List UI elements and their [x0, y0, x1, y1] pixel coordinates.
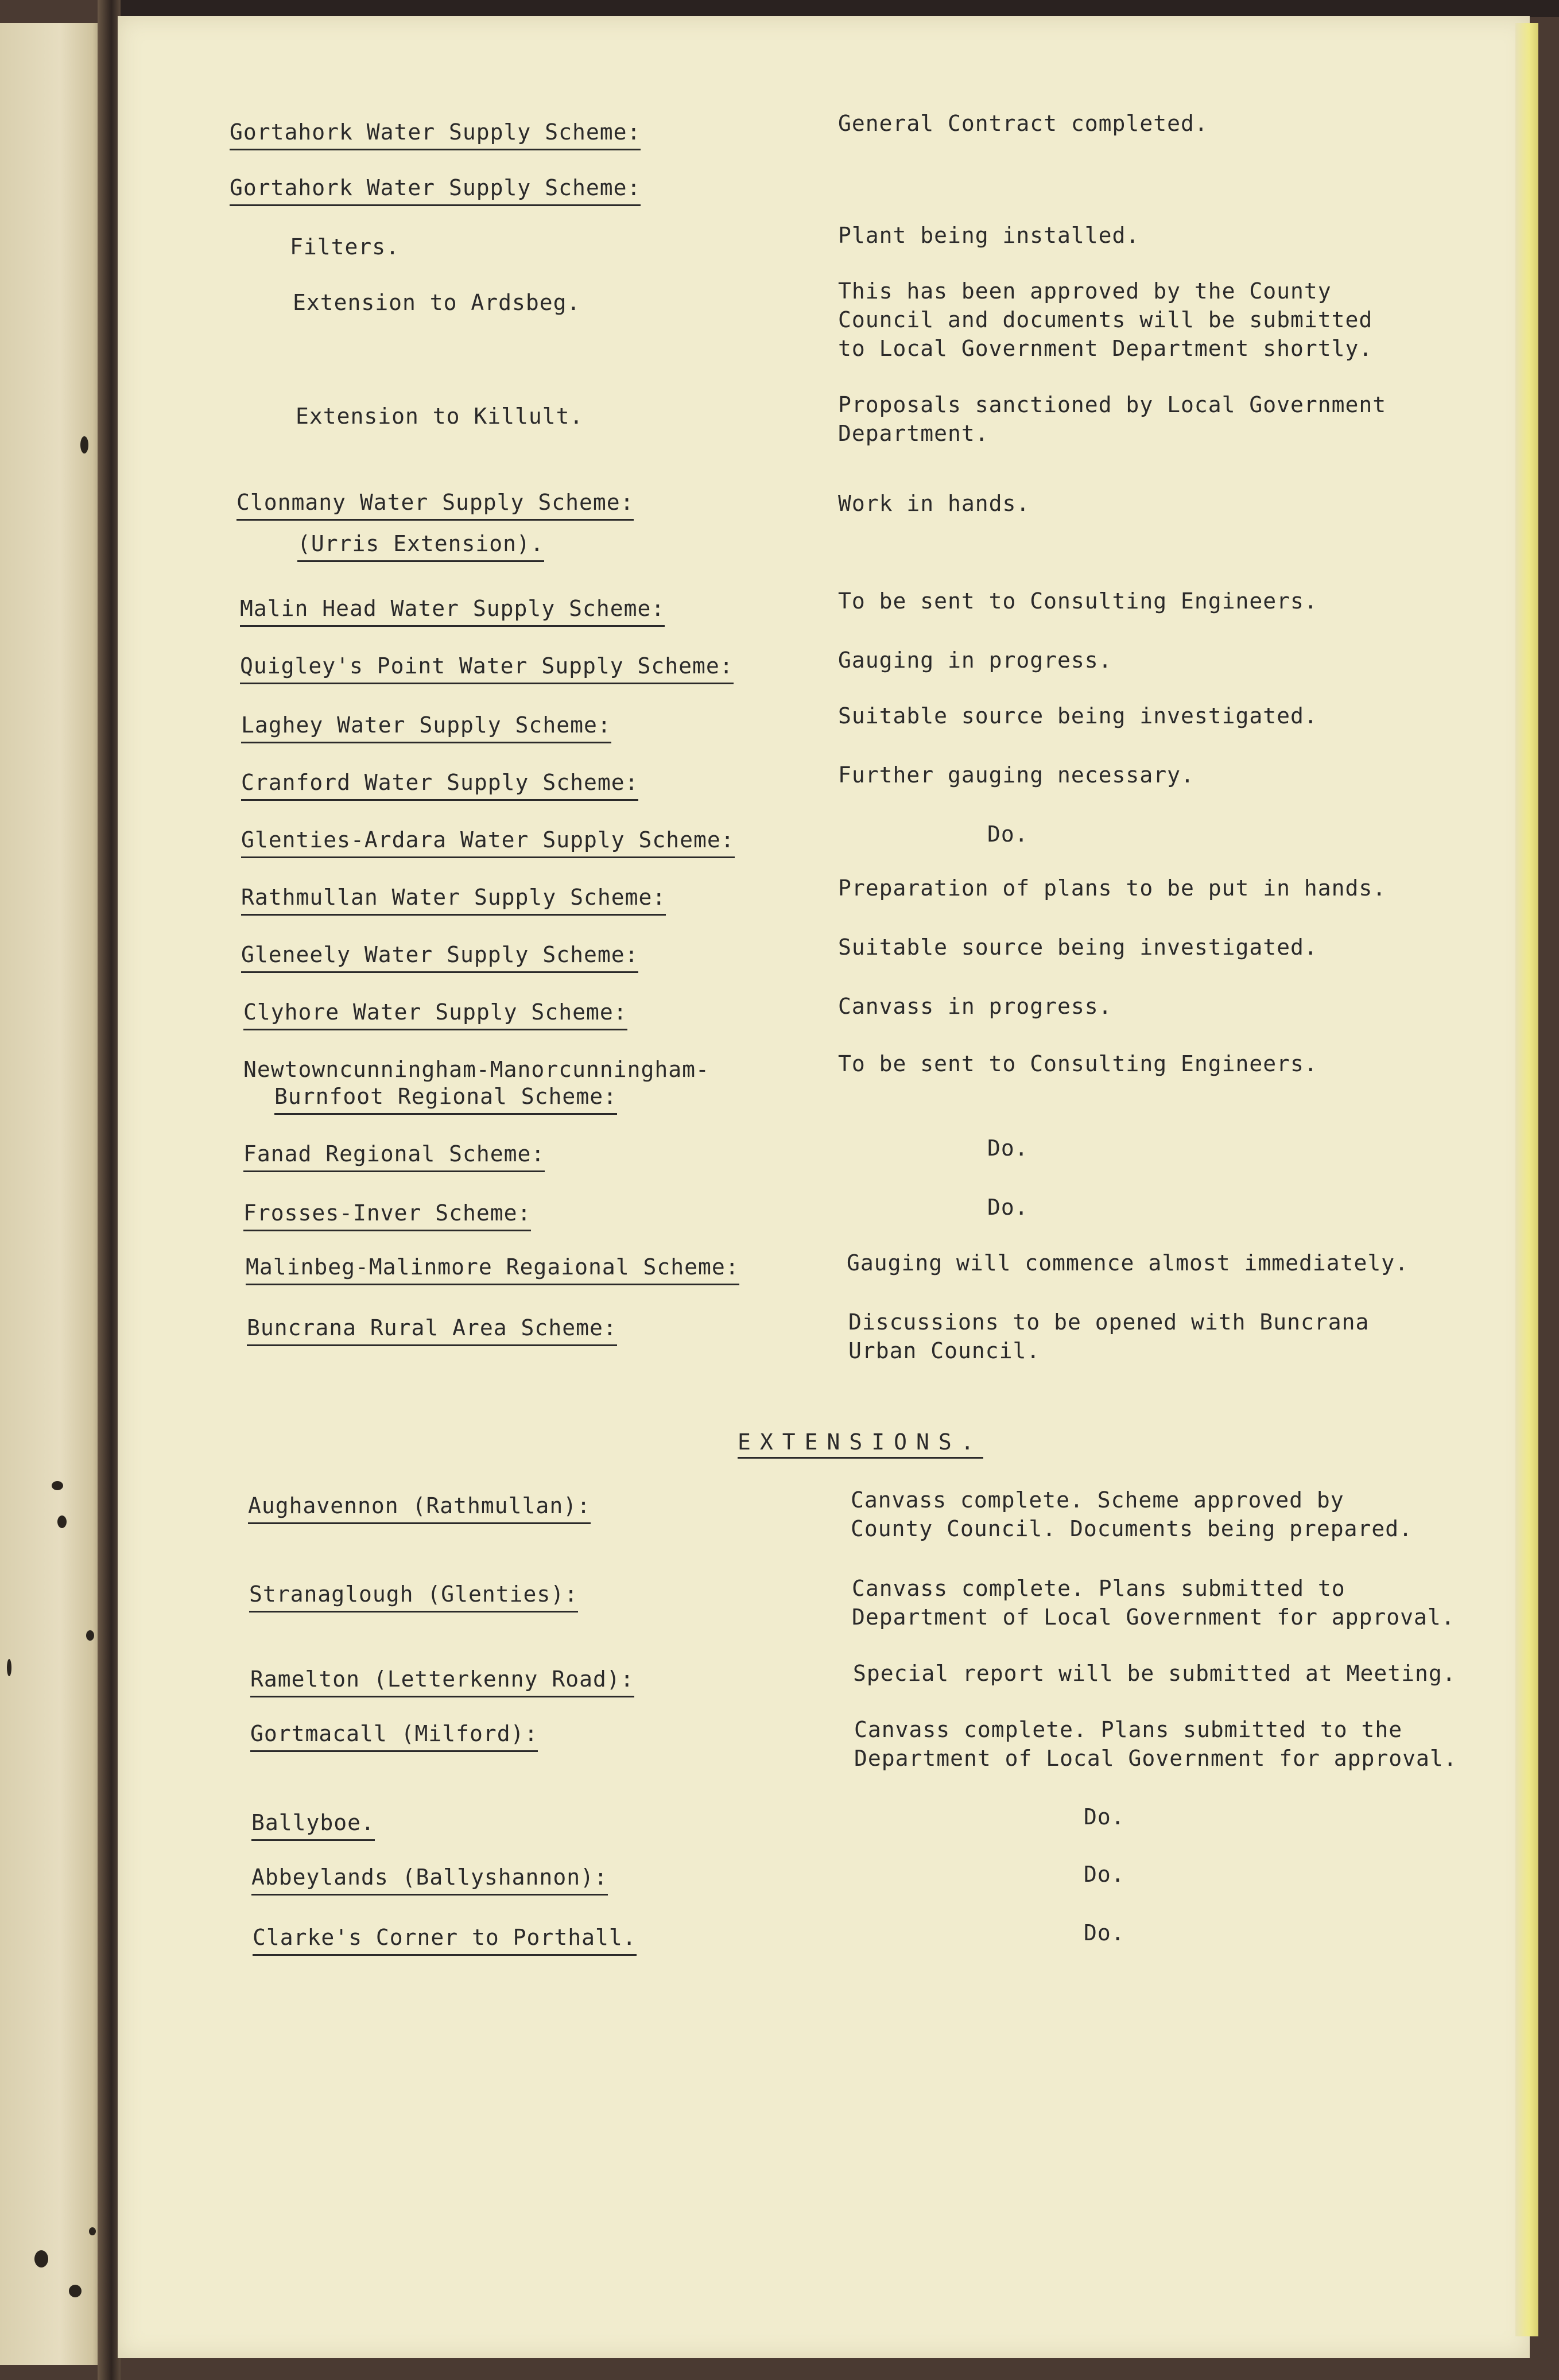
list-item: [241, 825, 815, 858]
scheme-status: Further gauging necessary.: [838, 762, 1195, 788]
extension-status: Special report will be submitted at Meeting.: [853, 1661, 1456, 1686]
scheme-status: General Contract completed.: [838, 111, 1208, 136]
scheme-name: Malinbeg-Malinmore Regaional Scheme:: [246, 1253, 739, 1285]
list-item: [243, 998, 817, 1030]
list-item: [240, 652, 814, 684]
list-item: [250, 1665, 824, 1697]
extension-name: Aughavennon (Rathmullan):: [248, 1491, 591, 1524]
scheme-name: Frosses-Inver Scheme:: [243, 1199, 531, 1231]
scheme-name: Clyhore Water Supply Scheme:: [243, 998, 627, 1030]
scheme-name: Quigley's Point Water Supply Scheme:: [240, 652, 734, 684]
sub-item-name: Extension to Ardsbeg.: [293, 290, 581, 315]
sub-item-name: Filters.: [290, 234, 400, 259]
scheme-status: Plant being installed.: [838, 223, 1140, 248]
ink-speck: [52, 1481, 63, 1490]
extension-name: Ramelton (Letterkenny Road):: [250, 1665, 634, 1697]
scheme-name: Cranford Water Supply Scheme:: [241, 768, 638, 801]
list-item: [249, 1580, 823, 1612]
scheme-name: Malin Head Water Supply Scheme:: [240, 594, 665, 627]
scheme-name: Burnfoot Regional Scheme:: [274, 1082, 617, 1115]
scan-top-border: [118, 0, 1559, 17]
binding-gutter: [98, 0, 121, 2380]
scheme-status: Do.: [987, 821, 1029, 847]
list-item: [246, 1253, 820, 1285]
scheme-name: Laghey Water Supply Scheme:: [241, 711, 611, 743]
ink-speck: [69, 2285, 82, 2297]
extension-status: Do.: [1084, 1804, 1125, 1829]
list-item: [250, 1719, 824, 1752]
scheme-name: Gortahork Water Supply Scheme:: [230, 118, 641, 150]
facing-page: [0, 23, 109, 2365]
scheme-status: To be sent to Consulting Engineers.: [838, 1051, 1318, 1076]
extension-status: Do.: [1084, 1862, 1125, 1887]
list-item: [251, 1808, 825, 1841]
list-item: [248, 1491, 822, 1524]
scheme-status: Work in hands.: [838, 491, 1030, 516]
ink-speck: [7, 1659, 11, 1676]
scheme-name: Gortahork Water Supply Scheme:: [230, 173, 641, 206]
extension-name: Stranaglough (Glenties):: [249, 1580, 578, 1612]
list-item: [253, 1923, 827, 1956]
list-item: [230, 118, 804, 150]
scheme-status: Do.: [987, 1195, 1029, 1220]
extension-name: Ballyboe.: [251, 1808, 375, 1841]
ink-speck: [86, 1630, 94, 1641]
page-edge: [1515, 23, 1538, 2336]
scheme-status: Proposals sanctioned by Local Government Department.: [838, 392, 1387, 446]
scheme-status: Suitable source being investigated.: [838, 935, 1318, 960]
list-item: [297, 529, 544, 562]
list-item: [240, 594, 814, 627]
ink-speck: [57, 1515, 67, 1528]
extension-status: Canvass complete. Plans submitted to Department of Local Government for approval.: [852, 1576, 1455, 1630]
scheme-name: Buncrana Rural Area Scheme:: [247, 1313, 617, 1346]
scheme-name: Rathmullan Water Supply Scheme:: [241, 883, 666, 916]
scheme-status: Suitable source being investigated.: [838, 703, 1318, 728]
list-item: [251, 1863, 825, 1896]
list-item: [241, 883, 815, 916]
ink-speck: [80, 436, 88, 453]
document-page: [118, 16, 1530, 2358]
list-item: [241, 940, 815, 973]
scheme-name: Newtowncunningham-Manorcunningham-: [243, 1057, 709, 1082]
list-item: [243, 1139, 817, 1172]
scheme-status: To be sent to Consulting Engineers.: [838, 588, 1318, 614]
scheme-status: This has been approved by the County Council and documents will be submitted to Local Government Department shortly.: [838, 278, 1373, 361]
extension-name: Abbeylands (Ballyshannon):: [251, 1863, 608, 1896]
extensions-heading: EXTENSIONS.: [738, 1429, 983, 1459]
list-item: [241, 711, 815, 743]
scheme-status: Gauging will commence almost immediately.: [847, 1250, 1409, 1276]
scheme-name: Clonmany Water Supply Scheme:: [236, 488, 634, 521]
ink-speck: [34, 2250, 48, 2267]
list-item: [274, 1082, 617, 1115]
scheme-status: Do.: [987, 1135, 1029, 1161]
extension-status: Canvass complete. Plans submitted to the Department of Local Government for approval.: [854, 1717, 1457, 1771]
extension-status: Canvass complete. Scheme approved by County Council. Documents being prepared.: [851, 1487, 1413, 1541]
extension-name: Clarke's Corner to Porthall.: [253, 1923, 637, 1956]
scheme-name: Fanad Regional Scheme:: [243, 1139, 545, 1172]
list-item: [241, 768, 815, 801]
ink-speck: [89, 2227, 96, 2235]
scheme-name: Glenties-Ardara Water Supply Scheme:: [241, 825, 735, 858]
extension-status: Do.: [1084, 1920, 1125, 1945]
extension-name: Gortmacall (Milford):: [250, 1719, 538, 1752]
scheme-status: Canvass in progress.: [838, 994, 1112, 1019]
scheme-name: (Urris Extension).: [297, 529, 544, 562]
sub-item-name: Extension to Killult.: [296, 404, 584, 429]
list-item: [236, 488, 810, 521]
list-item: [230, 173, 804, 206]
scheme-status: Preparation of plans to be put in hands.: [838, 875, 1387, 901]
scheme-name: Gleneely Water Supply Scheme:: [241, 940, 638, 973]
list-item: [247, 1313, 821, 1346]
list-item: [243, 1199, 817, 1231]
scheme-status: Gauging in progress.: [838, 648, 1112, 673]
scheme-status: Discussions to be opened with Buncrana Urban Council.: [848, 1309, 1370, 1363]
